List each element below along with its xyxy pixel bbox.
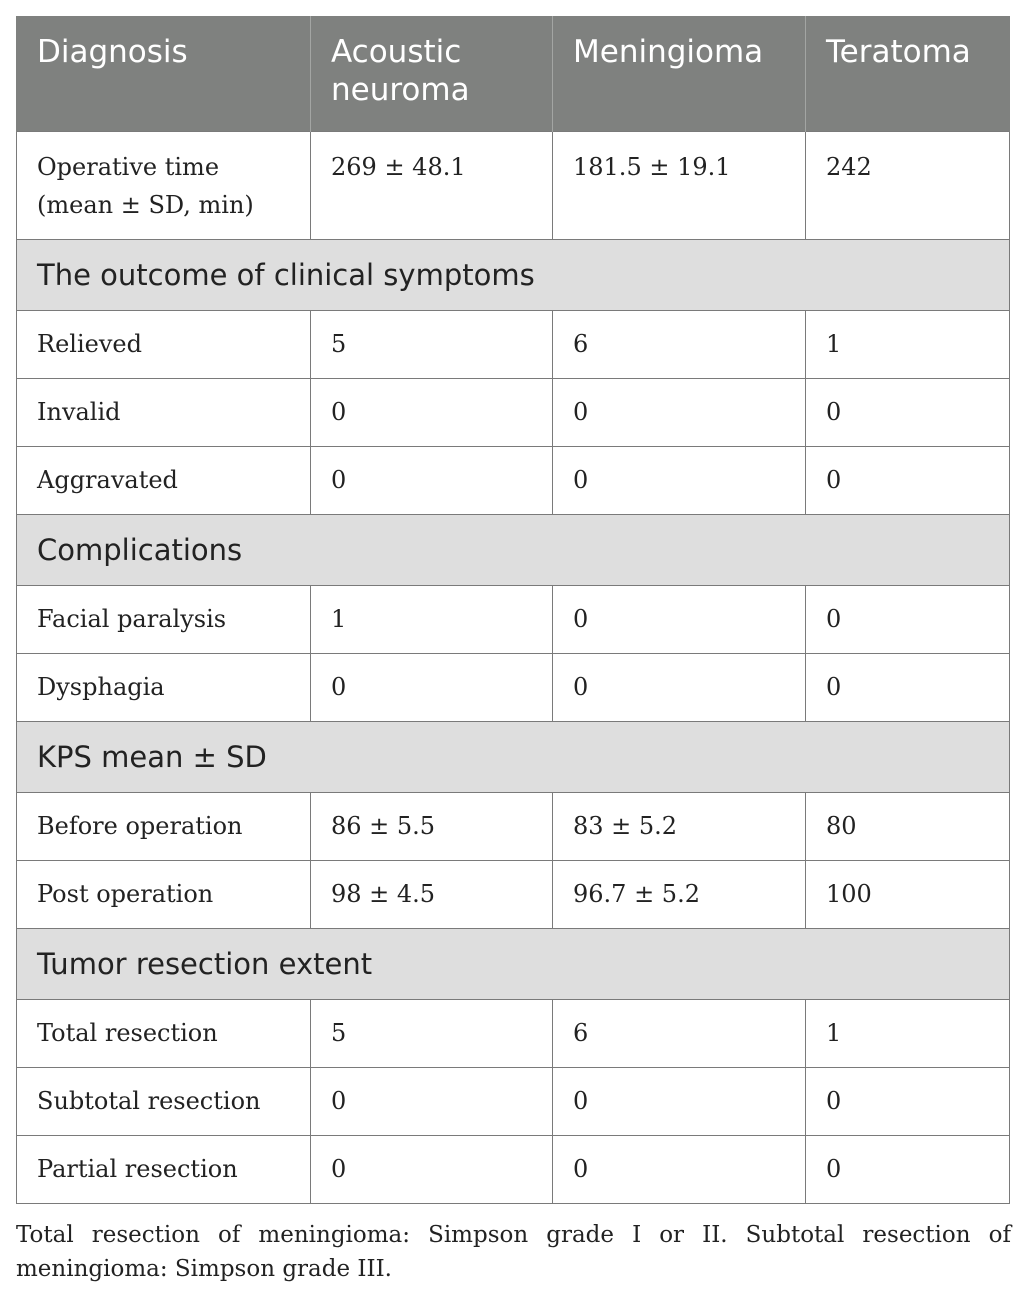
table-row (17, 792, 1010, 860)
cell-value: 0 (553, 378, 806, 446)
row-label: Aggravated (17, 446, 311, 514)
cell-value: 0 (311, 446, 553, 514)
table-row (17, 378, 1010, 446)
table-row (17, 585, 1010, 653)
row-label: Invalid (17, 378, 311, 446)
cell-value: 96.7 ± 5.2 (553, 860, 806, 928)
table-row (17, 1067, 1010, 1135)
row-label: Operative time (mean ± SD, min) (17, 131, 311, 239)
section-row (17, 721, 1010, 792)
section-row (17, 514, 1010, 585)
cell-value: 1 (806, 310, 1010, 378)
table-footnote: Total resection of meningioma: Simpson grade I or II. Subtotal resection of meningioma: Simpson grade III. (16, 1222, 1011, 1282)
cell-value: 0 (553, 585, 806, 653)
row-label: Facial paralysis (17, 585, 311, 653)
cell-value: 0 (806, 378, 1010, 446)
row-label: Post operation (17, 860, 311, 928)
cell-value: 0 (553, 446, 806, 514)
cell-value: 6 (553, 999, 806, 1067)
header-acoustic-neuroma: Acoustic neuroma (311, 16, 553, 131)
cell-value: 269 ± 48.1 (311, 131, 553, 239)
cell-value: 0 (311, 378, 553, 446)
cell-value: 86 ± 5.5 (311, 792, 553, 860)
cell-value: 0 (806, 585, 1010, 653)
table-row (17, 999, 1010, 1067)
cell-value: 0 (806, 446, 1010, 514)
cell-value: 5 (311, 310, 553, 378)
cell-value: 0 (553, 1135, 806, 1203)
section-row (17, 239, 1010, 310)
cell-value: 1 (806, 999, 1010, 1067)
cell-value: 242 (806, 131, 1010, 239)
cell-value: 5 (311, 999, 553, 1067)
row-label: Before operation (17, 792, 311, 860)
row-label: Partial resection (17, 1135, 311, 1203)
cell-value: 100 (806, 860, 1010, 928)
row-label: Total resection (17, 999, 311, 1067)
table-row (17, 1135, 1010, 1203)
cell-value: 0 (806, 1067, 1010, 1135)
cell-value: 181.5 ± 19.1 (553, 131, 806, 239)
results-table (16, 16, 1010, 1204)
section-label: Complications (17, 514, 1010, 585)
header-diagnosis: Diagnosis (17, 16, 311, 131)
table-row (17, 446, 1010, 514)
cell-value: 0 (311, 1135, 553, 1203)
row-label: Relieved (17, 310, 311, 378)
cell-value: 0 (553, 653, 806, 721)
section-label: KPS mean ± SD (17, 721, 1010, 792)
section-label: The outcome of clinical symptoms (17, 239, 1010, 310)
table-row (17, 131, 1010, 239)
cell-value: 83 ± 5.2 (553, 792, 806, 860)
cell-value: 0 (806, 653, 1010, 721)
cell-value: 0 (311, 1067, 553, 1135)
row-label: Subtotal resection (17, 1067, 311, 1135)
cell-value: 0 (806, 1135, 1010, 1203)
section-label: Tumor resection extent (17, 928, 1010, 999)
table-header-row (17, 16, 1010, 131)
results-table-container (16, 16, 1009, 1204)
section-row (17, 928, 1010, 999)
cell-value: 98 ± 4.5 (311, 860, 553, 928)
cell-value: 0 (553, 1067, 806, 1135)
table-row (17, 860, 1010, 928)
header-meningioma: Meningioma (553, 16, 806, 131)
table-row (17, 653, 1010, 721)
header-teratoma: Teratoma (806, 16, 1010, 131)
cell-value: 1 (311, 585, 553, 653)
cell-value: 6 (553, 310, 806, 378)
row-label: Dysphagia (17, 653, 311, 721)
table-row (17, 310, 1010, 378)
cell-value: 80 (806, 792, 1010, 860)
cell-value: 0 (311, 653, 553, 721)
